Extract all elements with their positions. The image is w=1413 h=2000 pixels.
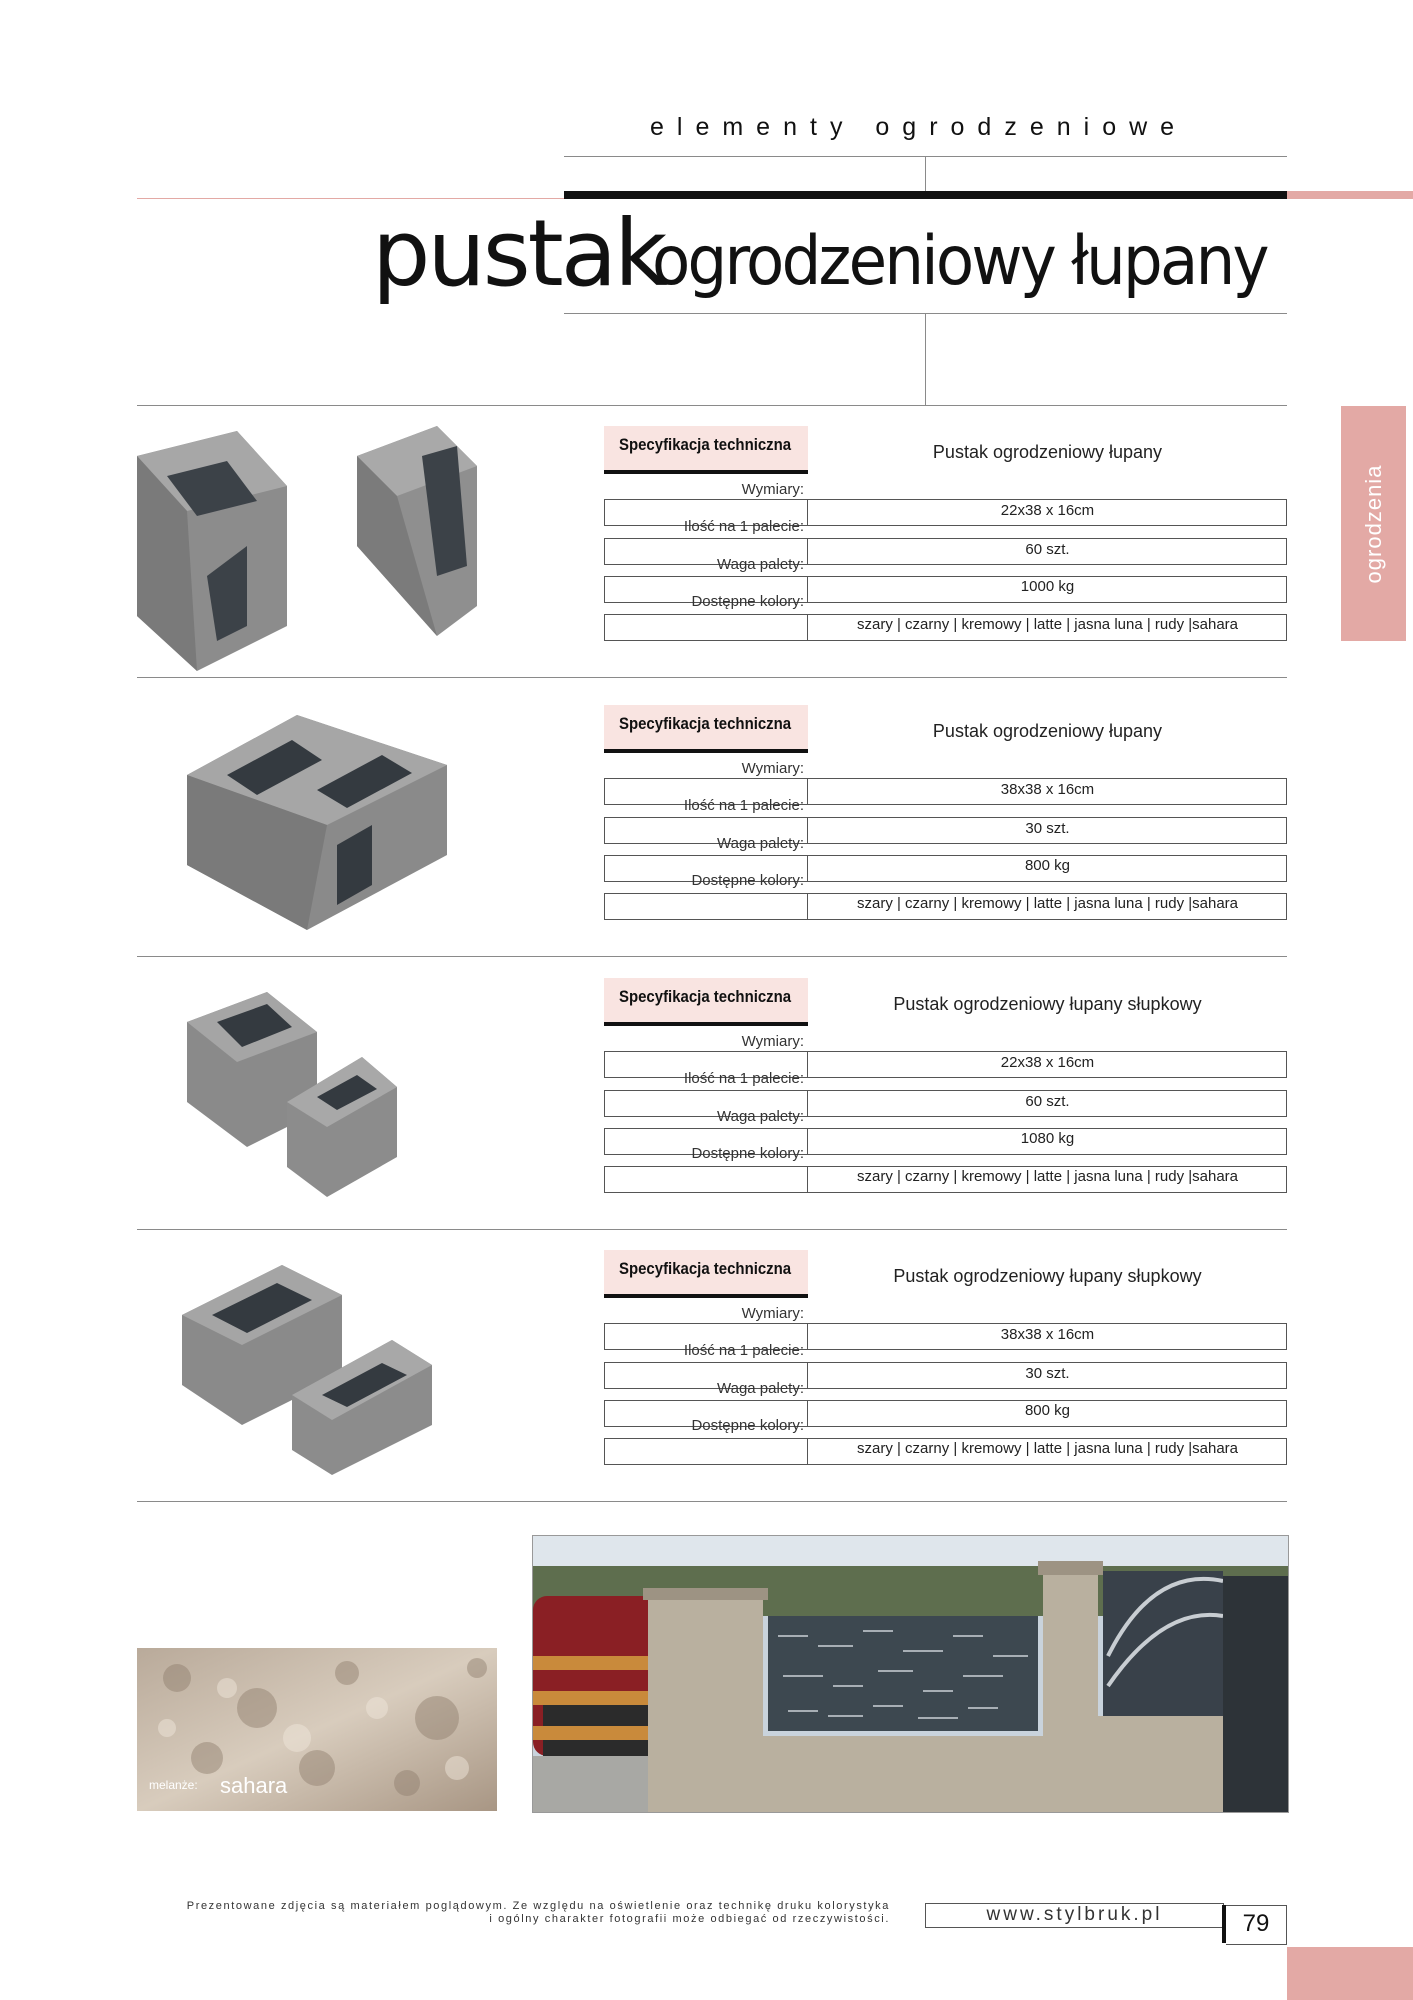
- label-per-pallet: Ilość na 1 palecie:: [683, 1342, 804, 1359]
- side-tab-label: ogrodzenia: [1360, 464, 1386, 583]
- header-black-bar: [564, 191, 1287, 199]
- label-dimensions: Wymiary:: [741, 760, 804, 777]
- value-colors: szary | czarny | kremowy | latte | jasna luna | rudy |sahara: [856, 1168, 1239, 1185]
- page-subtitle: ogrodzeniowy łupany: [652, 222, 1267, 301]
- product-photo-block-square: [187, 715, 457, 935]
- block-photo-left: [137, 431, 287, 671]
- header-divider-bottom: [925, 313, 926, 406]
- header-pink-bar: [1287, 191, 1413, 199]
- spec-heading-bar: [604, 1294, 808, 1298]
- label-colors: Dostępne kolory:: [691, 872, 804, 889]
- label-pallet-weight: Waga palety:: [717, 556, 804, 573]
- product-divider: [137, 1501, 1287, 1502]
- block-photo-right: [357, 426, 477, 636]
- product-photo-post-block-large: [182, 1265, 472, 1475]
- spec-heading-bar: [604, 470, 808, 474]
- spec-heading: Specyfikacja techniczna: [604, 705, 808, 749]
- swatch-color-name: sahara: [220, 1773, 288, 1798]
- product-name: Pustak ogrodzeniowy łupany: [932, 442, 1163, 462]
- label-dimensions: Wymiary:: [741, 1033, 804, 1050]
- label-per-pallet: Ilość na 1 palecie:: [683, 518, 804, 535]
- label-per-pallet: Ilość na 1 palecie:: [683, 1070, 804, 1087]
- product-photo-post-block: [187, 992, 437, 1202]
- label-dimensions: Wymiary:: [741, 481, 804, 498]
- label-pallet-weight: Waga palety:: [717, 835, 804, 852]
- value-per-pallet: 30 szt.: [1025, 1365, 1070, 1382]
- label-pallet-weight: Waga palety:: [717, 1380, 804, 1397]
- page-number: 79: [1242, 1910, 1270, 1937]
- value-pallet-weight: 800 kg: [1024, 857, 1071, 874]
- value-per-pallet: 60 szt.: [1025, 1093, 1070, 1110]
- website-url: www.stylbruk.pl: [986, 1904, 1163, 1925]
- value-colors: szary | czarny | kremowy | latte | jasna luna | rudy |sahara: [856, 1440, 1239, 1457]
- product-card: [137, 978, 1287, 1208]
- label-pallet-weight: Waga palety:: [717, 1108, 804, 1125]
- value-dimensions: 22x38 x 16cm: [1000, 502, 1095, 519]
- spec-heading-bar: [604, 749, 808, 753]
- value-dimensions: 38x38 x 16cm: [1000, 1326, 1095, 1343]
- product-photo-block-pair: [137, 426, 597, 676]
- header-divider-top: [925, 156, 926, 191]
- value-pallet-weight: 1080 kg: [1020, 1130, 1075, 1147]
- value-per-pallet: 60 szt.: [1025, 541, 1070, 558]
- label-dimensions: Wymiary:: [741, 1305, 804, 1322]
- value-colors: szary | czarny | kremowy | latte | jasna luna | rudy |sahara: [856, 616, 1239, 633]
- product-name: Pustak ogrodzeniowy łupany słupkowy: [893, 994, 1202, 1014]
- page-number-box: [1226, 1905, 1287, 1945]
- label-colors: Dostępne kolory:: [691, 1417, 804, 1434]
- header-pink-rule: [137, 198, 564, 199]
- spec-heading: Specyfikacja techniczna: [604, 426, 808, 470]
- value-colors: szary | czarny | kremowy | latte | jasna luna | rudy |sahara: [856, 895, 1239, 912]
- page-title: pustak: [372, 200, 665, 307]
- product-name: Pustak ogrodzeniowy łupany słupkowy: [893, 1266, 1202, 1286]
- value-dimensions: 38x38 x 16cm: [1000, 781, 1095, 798]
- value-pallet-weight: 1000 kg: [1020, 578, 1075, 595]
- spec-heading: Specyfikacja techniczna: [604, 1250, 808, 1294]
- product-divider: [137, 677, 1287, 678]
- footer-disclaimer: [140, 1900, 890, 1926]
- product-card: [137, 1250, 1287, 1480]
- corner-accent: [1287, 1947, 1413, 2000]
- label-per-pallet: Ilość na 1 palecie:: [683, 797, 804, 814]
- value-dimensions: 22x38 x 16cm: [1000, 1054, 1095, 1071]
- section-rule: [137, 405, 1287, 406]
- product-card: [137, 426, 1287, 676]
- product-name: Pustak ogrodzeniowy łupany: [932, 721, 1163, 741]
- product-card: [137, 705, 1287, 935]
- fence-photo: [532, 1535, 1289, 1813]
- product-divider: [137, 956, 1287, 957]
- footer-disclaimer-line1: Prezentowane zdjęcia są materiałem poglądowym. Ze względu na oświetlenie oraz technikę druku kolorystyka: [186, 1900, 890, 1912]
- product-divider: [137, 1229, 1287, 1230]
- swatch-prefix: melanże:: [149, 1778, 198, 1792]
- value-pallet-weight: 800 kg: [1024, 1402, 1071, 1419]
- fence-scene-image: [533, 1536, 1288, 1812]
- footer-disclaimer-line2: i ogólny charakter fotografii może odbiegać od rzeczywistości.: [489, 1913, 890, 1925]
- label-colors: Dostępne kolory:: [691, 593, 804, 610]
- website-link[interactable]: [925, 1903, 1224, 1928]
- label-colors: Dostępne kolory:: [691, 1145, 804, 1162]
- side-tab-ogrodzenia[interactable]: [1341, 406, 1406, 641]
- value-per-pallet: 30 szt.: [1025, 820, 1070, 837]
- spec-heading: Specyfikacja techniczna: [604, 978, 808, 1022]
- texture-swatch: [137, 1648, 497, 1811]
- category-heading: elementy ogrodzeniowe: [650, 113, 1188, 141]
- spec-heading-bar: [604, 1022, 808, 1026]
